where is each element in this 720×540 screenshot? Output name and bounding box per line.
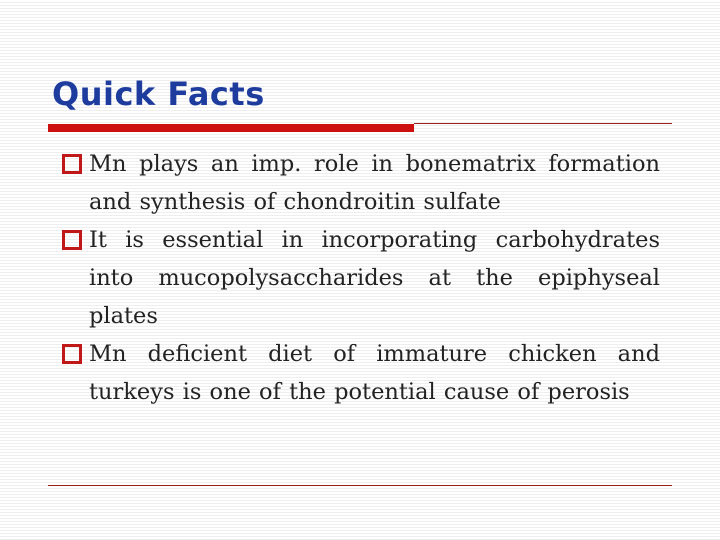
bullet-item [62,145,660,221]
footer-rule [48,485,672,486]
square-bullet-icon [62,154,82,174]
square-bullet-icon [62,344,82,364]
square-bullet-icon [62,230,82,250]
bullet-item [62,221,660,335]
slide-title: Quick Facts [52,75,265,113]
bullet-list [62,145,660,411]
title-underline-thick [48,124,414,132]
bullet-text: It is essential in incorporating carbohydrates into mucopolysaccharides at the epiphyseal plates [89,227,660,329]
bullet-text: Mn plays an imp. role in bonematrix formation and synthesis of chondroitin sulfate [89,151,660,215]
title-underline-thin [414,123,672,124]
bullet-text: Mn deficient diet of immature chicken and turkeys is one of the potential cause of perosis [89,341,660,405]
bullet-item [62,335,660,411]
